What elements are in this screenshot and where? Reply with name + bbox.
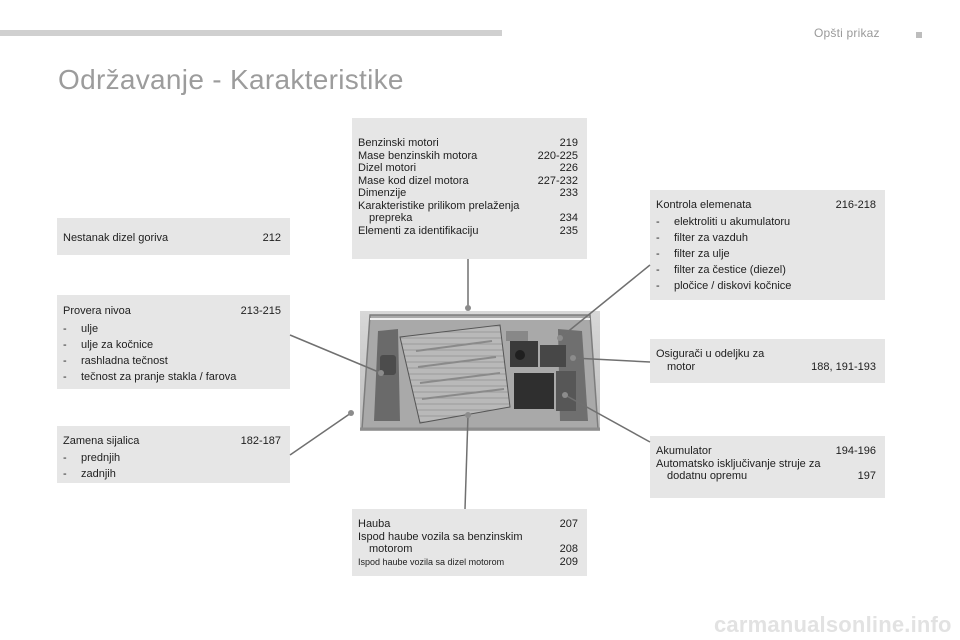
entry-motor[interactable]: Dimenzije 233 [358,187,578,199]
watermark-logo: carmanualsonline.info [714,612,952,637]
entry-hauba-dizel[interactable]: Ispod haube vozila sa dizel motorom 209 [358,555,578,568]
entry-motor[interactable]: Mase kod dizel motora 227-232 [358,174,578,187]
entry-label: Zamena sijalica [63,435,140,447]
list-item: - filter za čestice (diezel) [656,263,786,276]
list-item: - rashladna tečnost [63,354,168,367]
entry-iskljucivanje-label: Automatsko isključivanje struje za [656,457,821,470]
entry-hauba-benzin[interactable]: motorom 208 [369,543,578,555]
list-item: - filter za vazduh [656,231,748,244]
entry-osiguraci[interactable]: motor 188, 191-193 [667,360,876,373]
entry-elementi[interactable]: Elementi za identifikaciju 235 [358,224,578,237]
entry-motor[interactable]: Benzinski motori 219 [358,137,578,149]
entry-prelazenje-label: Karakteristike prilikom prelaženja [358,199,520,212]
entry-akumulator[interactable]: Akumulator 194-196 [656,445,876,457]
list-item: - filter za ulje [656,247,730,260]
entry-motor[interactable]: Mase benzinskih motora 220-225 [358,149,578,162]
entry-osiguraci-label: Osigurači u odeljku za [656,348,765,360]
entry-iskljucivanje[interactable]: dodatnu opremu 197 [667,470,876,482]
entry-label: Nestanak dizel goriva [63,232,169,244]
entry-hauba-benzin-label: Ispod haube vozila sa benzinskim [358,530,523,543]
entry-prelazenje[interactable]: prepreka 234 [369,212,578,224]
entry-page: 213-215 [240,305,281,317]
entry-motor[interactable]: Dizel motori 226 [358,162,578,174]
entry-page: 212 [262,232,281,244]
entry-hauba[interactable]: Hauba 207 [358,518,578,530]
list-item: - ulje za kočnice [63,338,154,351]
page-title: Održavanje - Karakteristike [58,64,404,95]
list-item: - prednjih [63,451,121,464]
entry-label: Provera nivoa [63,305,131,317]
entry-page: 182-187 [240,435,281,447]
list-item: - tečnost za pranje stakla / farova [63,370,237,383]
list-item: - elektroliti u akumulatoru [656,215,791,228]
list-item: - zadnjih [63,467,116,480]
list-item: - ulje [63,322,99,335]
list-item: - pločice / diskovi kočnice [656,279,792,292]
section-title: Opšti prikaz [814,26,880,40]
entry-kontrola[interactable]: Kontrola elemenata 216-218 [656,199,876,211]
